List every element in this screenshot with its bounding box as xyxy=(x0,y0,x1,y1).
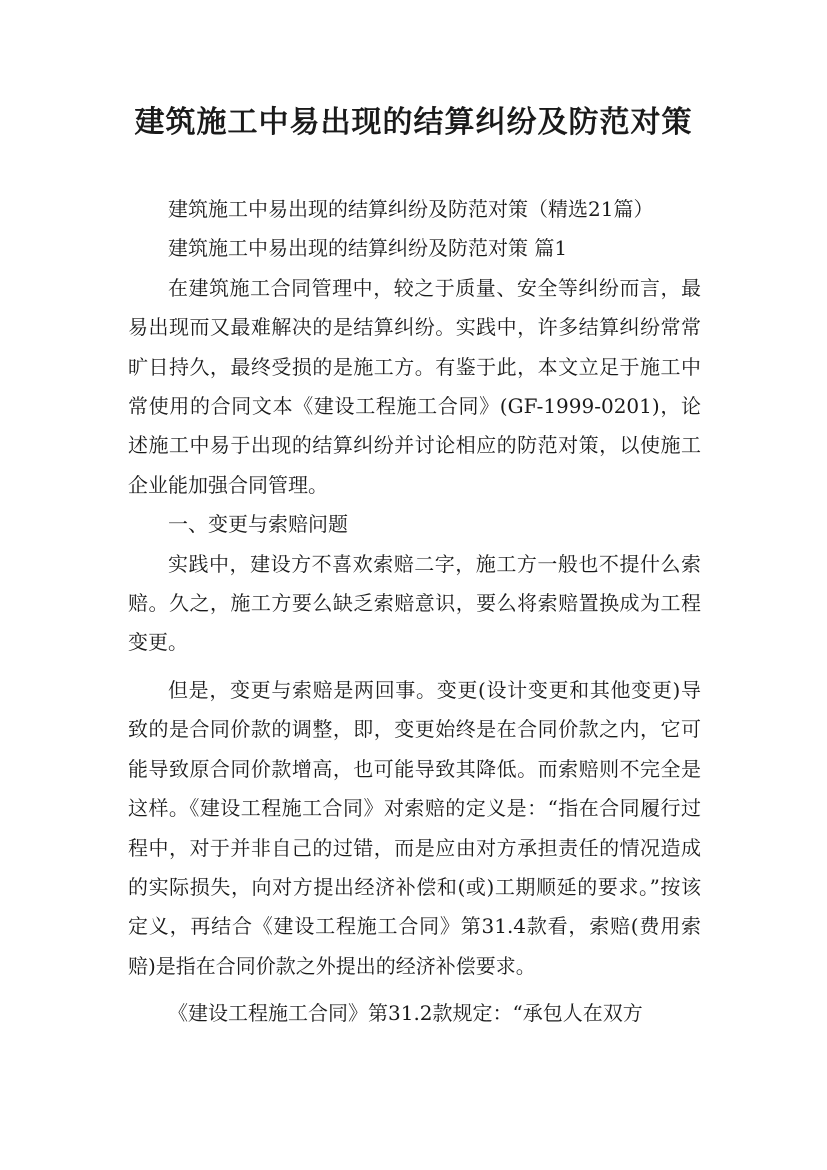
paragraph-clause-31-2: 《建设工程施工合同》第31.2款规定：“承包人在双方 xyxy=(168,1001,643,1026)
paragraph-subtitle: 建筑施工中易出现的结算纠纷及防范对策（精选21篇） xyxy=(168,197,654,221)
paragraph-practice: 实践中，建设方不喜欢索赔二字，施工方一般也不提什么索赔。久之，施工方要么缺乏索赔意识，要么将索赔置换成为工程变更。 xyxy=(128,551,701,655)
paragraph-heading-change-claim: 一、变更与索赔问题 xyxy=(168,512,348,537)
paragraph-difference: 但是，变更与索赔是两回事。变更(设计变更和其他变更)导致的是合同价款的调整，即，变更始终是在合同价款之内，它可能导致原合同价款增高，也可能导致其降低。而索赔则不完全是这样。《建设工程施工合同》对索赔的定义是：“指在合同履行过程中，对于并非自己的过错，而是应由对方承担责任的情况造成的实际损失，向对方提出经济补偿和(或)工期顺延的要求。”按该定义，再结合《建设工程施工合同》第31.4款看，索赔(费用索赔)是指在合同价款之外提出的经济补偿要求。 xyxy=(128,677,701,978)
paragraph-section-heading: 建筑施工中易出现的结算纠纷及防范对策 篇1 xyxy=(168,236,568,261)
document-title: 建筑施工中易出现的结算纠纷及防范对策 xyxy=(134,105,693,140)
paragraph-intro: 在建筑施工合同管理中，较之于质量、安全等纠纷而言，最易出现而又最难解决的是结算纠纷。实践中，许多结算纠纷常常旷日持久，最终受损的是施工方。有鉴于此，本文立足于施工中常使用的合同文本《建设工程施工合同》(GF-1999-0201)，论述施工中易于出现的结算纠纷并讨论相应的防范对策，以使施工企业能加强合同管理。 xyxy=(128,275,701,497)
document-body xyxy=(128,190,701,1034)
